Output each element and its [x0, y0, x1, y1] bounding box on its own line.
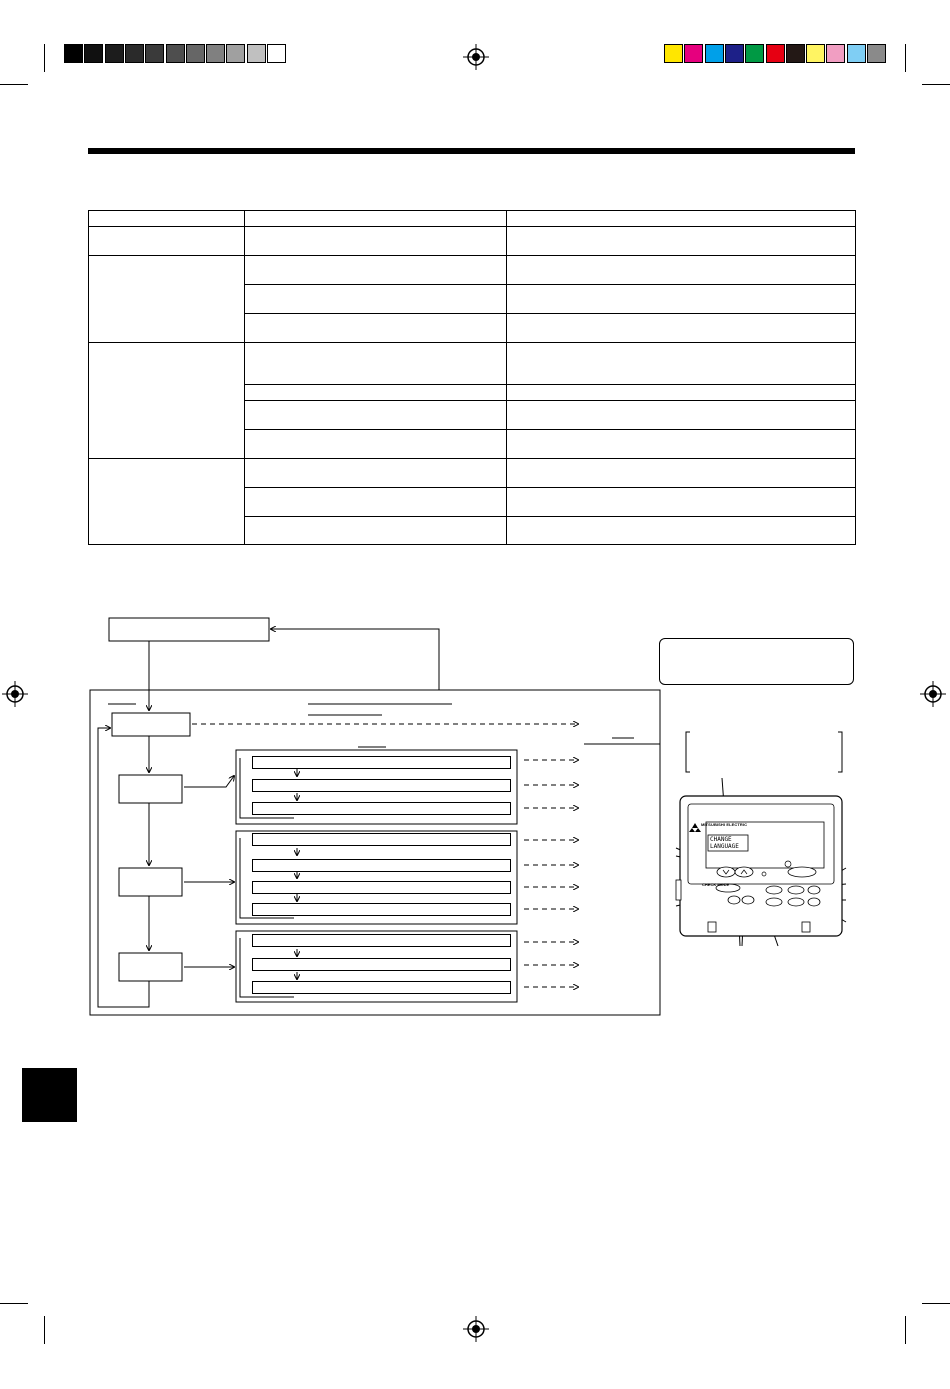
crop-mark: [44, 44, 45, 72]
remote-brand-text: MITSUBISHI ELECTRIC: [701, 822, 748, 827]
settings-table: [88, 210, 856, 545]
section-heading-rule: [88, 148, 855, 154]
crop-mark: [0, 1303, 28, 1304]
color-swatch: [786, 44, 805, 63]
color-swatch: [145, 44, 164, 63]
crop-mark: [0, 84, 28, 85]
table-header-row: [89, 211, 856, 227]
color-swatch: [847, 44, 866, 63]
color-swatch: [664, 44, 683, 63]
flow-item: [252, 859, 511, 872]
color-swatch: [705, 44, 724, 63]
flow-item: [252, 779, 511, 792]
table-row: [89, 459, 856, 488]
display-bracket: [684, 730, 846, 774]
color-swatch: [166, 44, 185, 63]
color-swatch: [226, 44, 245, 63]
color-swatch: [206, 44, 225, 63]
crop-mark: [922, 84, 950, 85]
color-swatch: [766, 44, 785, 63]
color-swatch: [267, 44, 286, 63]
table-row: [89, 256, 856, 285]
registration-mark-icon: [463, 44, 489, 70]
flow-item: [252, 881, 511, 894]
flow-item: [252, 934, 511, 947]
note-box: [659, 638, 854, 685]
remote-controller-illustration: [668, 770, 950, 970]
flow-item: [252, 981, 511, 994]
crop-mark: [905, 1316, 906, 1344]
color-swatch: [867, 44, 886, 63]
check-mode-button-label: CHECK MODE: [702, 882, 730, 887]
flow-item: [252, 756, 511, 769]
color-swatch: [84, 44, 103, 63]
registration-mark-icon: [920, 681, 946, 707]
color-swatch: [684, 44, 703, 63]
remote-lcd-line-2: LANGUAGE: [710, 843, 739, 850]
section-thumb-tab: [22, 1068, 77, 1122]
flow-item: [252, 833, 511, 846]
flow-item: [252, 903, 511, 916]
crop-mark: [44, 1316, 45, 1344]
color-swatch: [125, 44, 144, 63]
crop-mark: [922, 1303, 950, 1304]
registration-mark-icon: [2, 681, 28, 707]
registration-mark-icon: [463, 1316, 489, 1342]
table-row: [89, 227, 856, 256]
color-swatch: [105, 44, 124, 63]
color-swatch: [186, 44, 205, 63]
crop-mark: [905, 44, 906, 72]
flow-item: [252, 802, 511, 815]
color-swatch: [806, 44, 825, 63]
color-swatch: [64, 44, 83, 63]
color-swatch: [725, 44, 744, 63]
flow-item: [252, 958, 511, 971]
color-swatch: [826, 44, 845, 63]
remote-lcd-line-1: CHANGE: [710, 836, 732, 843]
color-swatch: [247, 44, 266, 63]
color-swatch: [745, 44, 764, 63]
table-row: [89, 343, 856, 385]
